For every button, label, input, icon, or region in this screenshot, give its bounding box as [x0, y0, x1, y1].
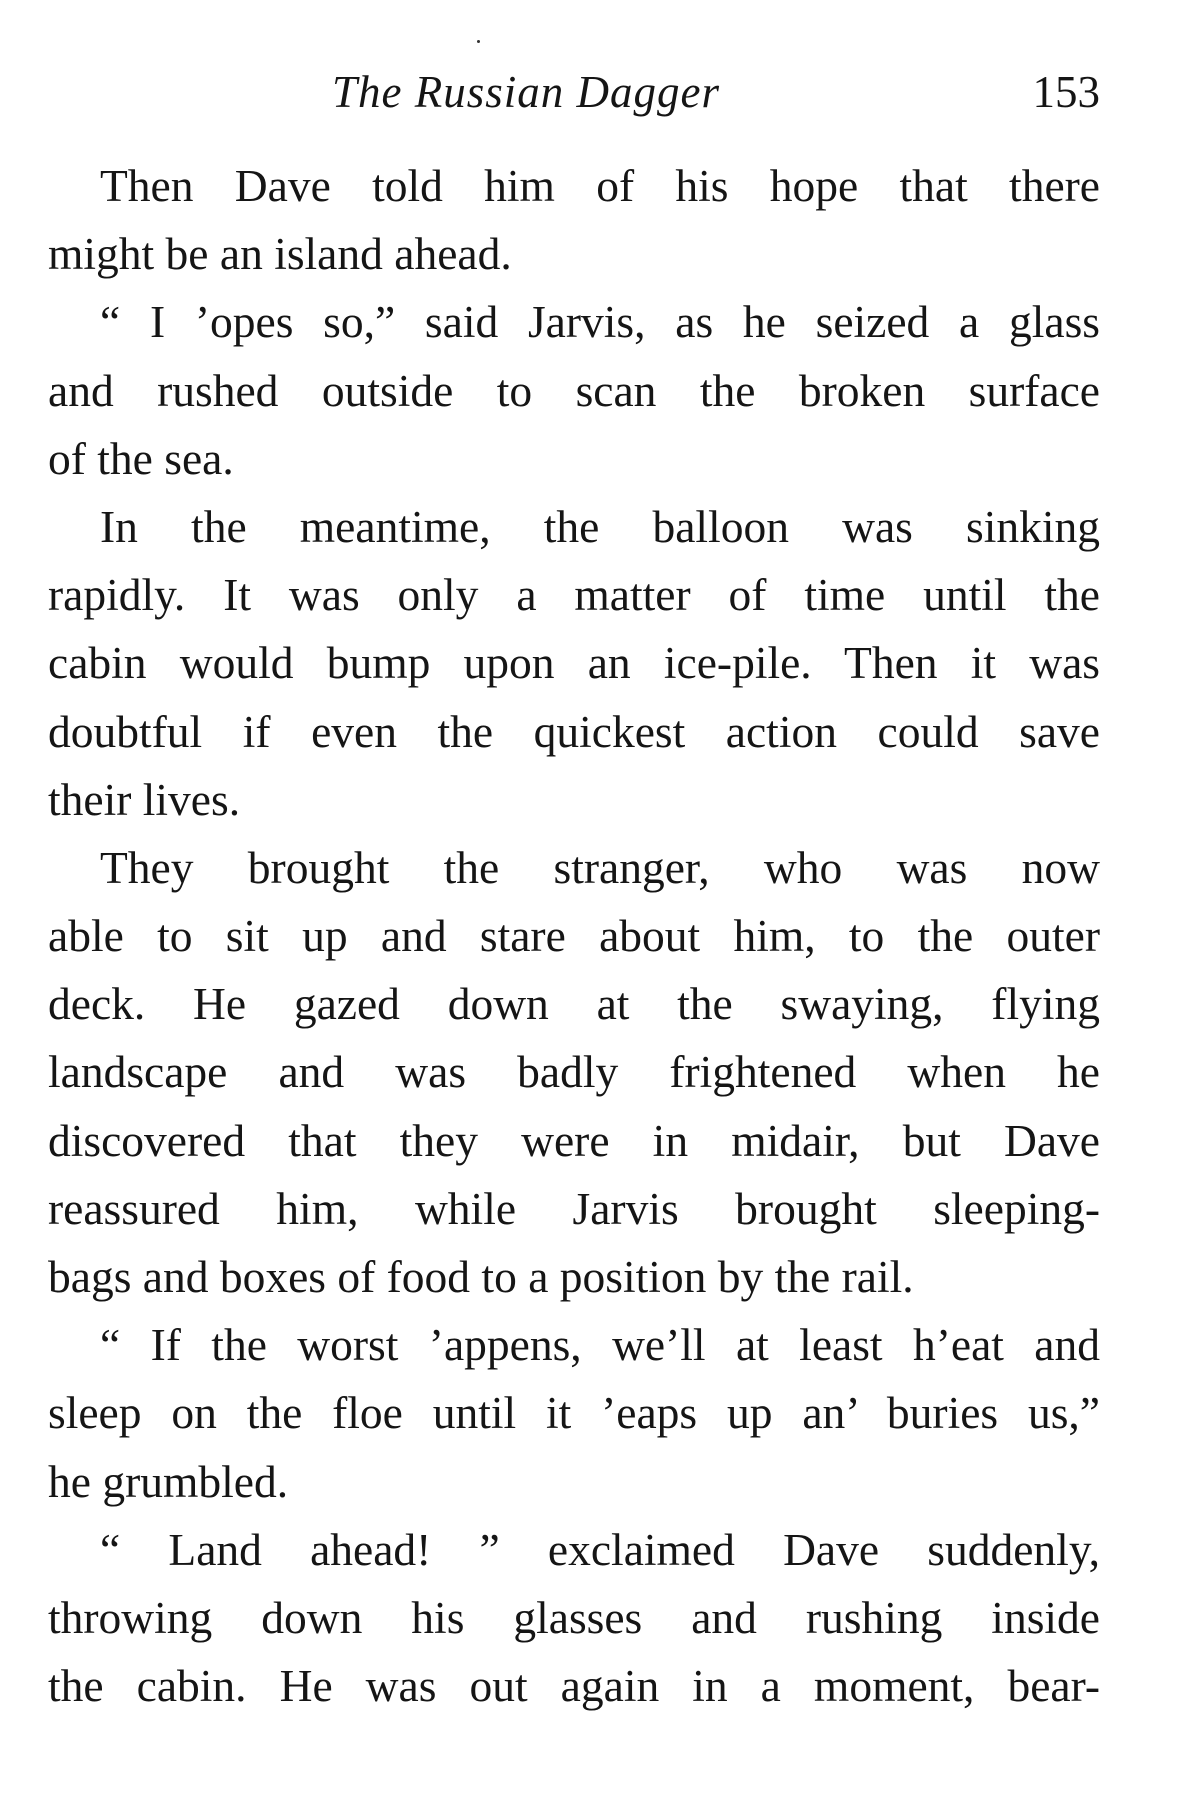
- running-title: The Russian Dagger: [332, 67, 720, 117]
- text-line: landscape and was badly frightened when he: [48, 1046, 1100, 1098]
- text-line: “ I ’opes so,” said Jarvis, as he seized a glass: [100, 296, 1100, 348]
- text-line: deck. He gazed down at the swaying, flying: [48, 978, 1100, 1030]
- text-line: throwing down his glasses and rushing inside: [48, 1591, 1100, 1643]
- page-number: 153: [1032, 67, 1100, 117]
- body-text: [48, 152, 1100, 1720]
- text-line: bags and boxes of food to a position by the rail.: [48, 1251, 914, 1302]
- print-speck: [477, 40, 480, 43]
- text-line: rapidly. It was only a matter of time until the: [48, 569, 1100, 621]
- text-line: “ Land ahead! ” exclaimed Dave suddenly,: [100, 1523, 1100, 1575]
- text-line: “ If the worst ’appens, we’ll at least h’eat and: [100, 1319, 1100, 1371]
- paragraph: [48, 152, 1100, 288]
- paragraph: [48, 1311, 1100, 1516]
- text-line: Then Dave told him of his hope that there: [100, 160, 1100, 211]
- paragraph: [48, 288, 1100, 493]
- text-line: sleep on the floe until it ’eaps up an’ buries us,”: [48, 1387, 1100, 1439]
- text-line: They brought the stranger, who was now: [100, 841, 1100, 893]
- text-line: of the sea.: [48, 432, 234, 484]
- text-line: and rushed outside to scan the broken surface: [48, 364, 1100, 416]
- text-line: In the meantime, the balloon was sinking: [100, 500, 1100, 552]
- text-line: their lives.: [48, 773, 241, 825]
- paragraph: [48, 1516, 1100, 1721]
- page-header: [48, 62, 1100, 122]
- text-line: reassured him, while Jarvis brought sleeping-: [48, 1182, 1100, 1234]
- text-line: discovered that they were in midair, but Dave: [48, 1114, 1100, 1166]
- text-line: able to sit up and stare about him, to the outer: [48, 910, 1100, 962]
- paragraph: [48, 834, 1100, 1311]
- text-line: doubtful if even the quickest action could save: [48, 705, 1100, 757]
- paragraph: [48, 493, 1100, 834]
- text-line: he grumbled.: [48, 1455, 289, 1507]
- text-line: the cabin. He was out again in a moment, bear-: [48, 1660, 1100, 1712]
- text-line: might be an island ahead.: [48, 228, 512, 280]
- text-line: cabin would bump upon an ice-pile. Then it was: [48, 637, 1100, 689]
